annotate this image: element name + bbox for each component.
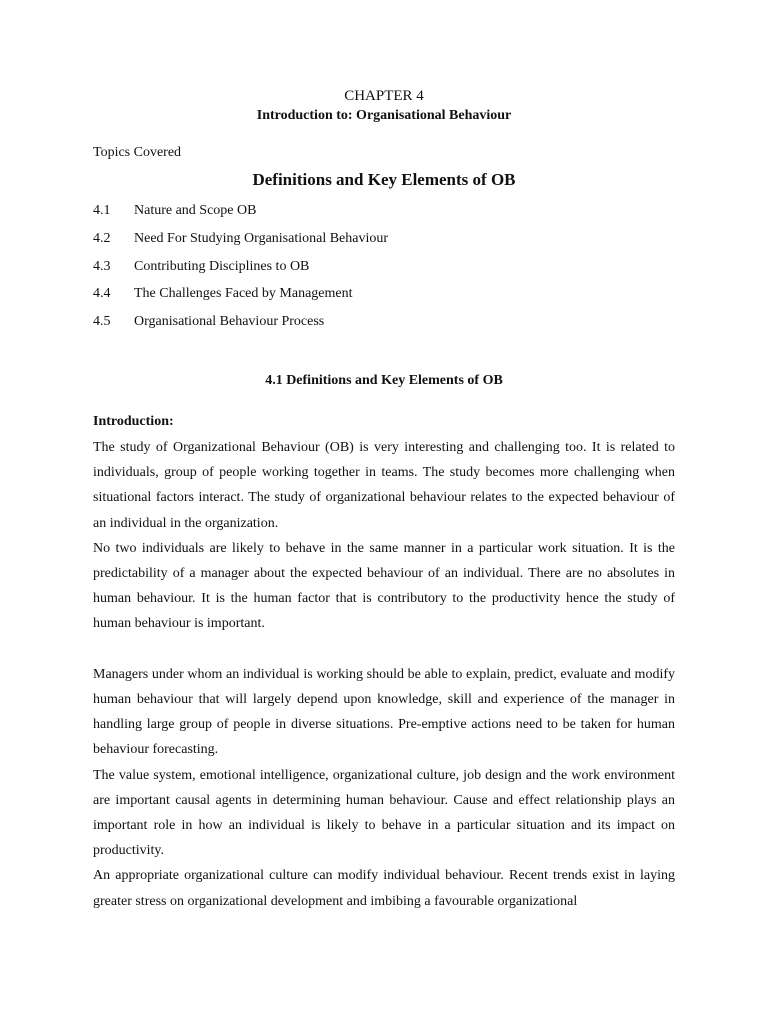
paragraph: The value system, emotional intelligence, organizational culture, job design and the work environment are important causal agents in determining human behaviour. Cause and effect relationship plays an important role in how an individual is likely to behave in a particular situation and its impact on productivity. (93, 767, 675, 859)
topic-number: 4.2 (93, 230, 111, 246)
topic-number: 4.3 (93, 258, 111, 274)
topics-covered-label: Topics Covered (93, 145, 182, 160)
topic-text: Organisational Behaviour Process (134, 314, 325, 329)
topic-item (93, 201, 388, 229)
topic-text: The Challenges Faced by Management (134, 286, 353, 302)
section-heading: 4.1 Definitions and Key Elements of OB (265, 373, 503, 388)
paragraph: An appropriate organizational culture can modify individual behaviour. Recent trends exist in laying greater stress on organizational development and imbibing a favourable organizational (93, 868, 675, 909)
paragraph: Managers under whom an individual is working should be able to explain, predict, evaluate and modify human behaviour that will largely depend upon knowledge, skill and experience of the manager in handling large group of people in diverse situations. Pre-emptive actions need to be taken for human behaviour forecasting. (93, 666, 675, 758)
topic-list (93, 201, 388, 340)
topic-text: Contributing Disciplines to OB (134, 258, 310, 274)
topic-item (93, 257, 388, 285)
topic-item (93, 284, 388, 312)
paragraph: The study of Organizational Behaviour (OB) is very interesting and challenging too. It is related to individuals, group of people working together in teams. The study becomes more challenging when situational factors interact. The study of organizational behaviour relates to the expected behaviour of an individual in the organization. (93, 440, 675, 531)
chapter-title: Introduction to: Organisational Behaviour (256, 108, 512, 123)
paragraph: No two individuals are likely to behave in the same manner in a particular work situation. It is the predictability of a manager about the expected behaviour of an individual. There are no absolutes in human behaviour. It is the human factor that is contributory to the productivity hence the study of human behaviour is important. (93, 540, 675, 632)
introduction-heading: Introduction: (93, 414, 174, 429)
topic-item (93, 312, 388, 340)
topic-number: 4.1 (93, 203, 111, 218)
topic-number: 4.5 (93, 314, 111, 329)
topics-heading: Definitions and Key Elements of OB (252, 170, 516, 189)
topic-number: 4.4 (93, 286, 111, 302)
chapter-number: CHAPTER 4 (344, 88, 424, 104)
topic-text: Nature and Scope OB (134, 203, 257, 218)
topic-item (93, 229, 388, 257)
topic-text: Need For Studying Organisational Behaviour (134, 230, 389, 246)
body-text (93, 435, 675, 914)
